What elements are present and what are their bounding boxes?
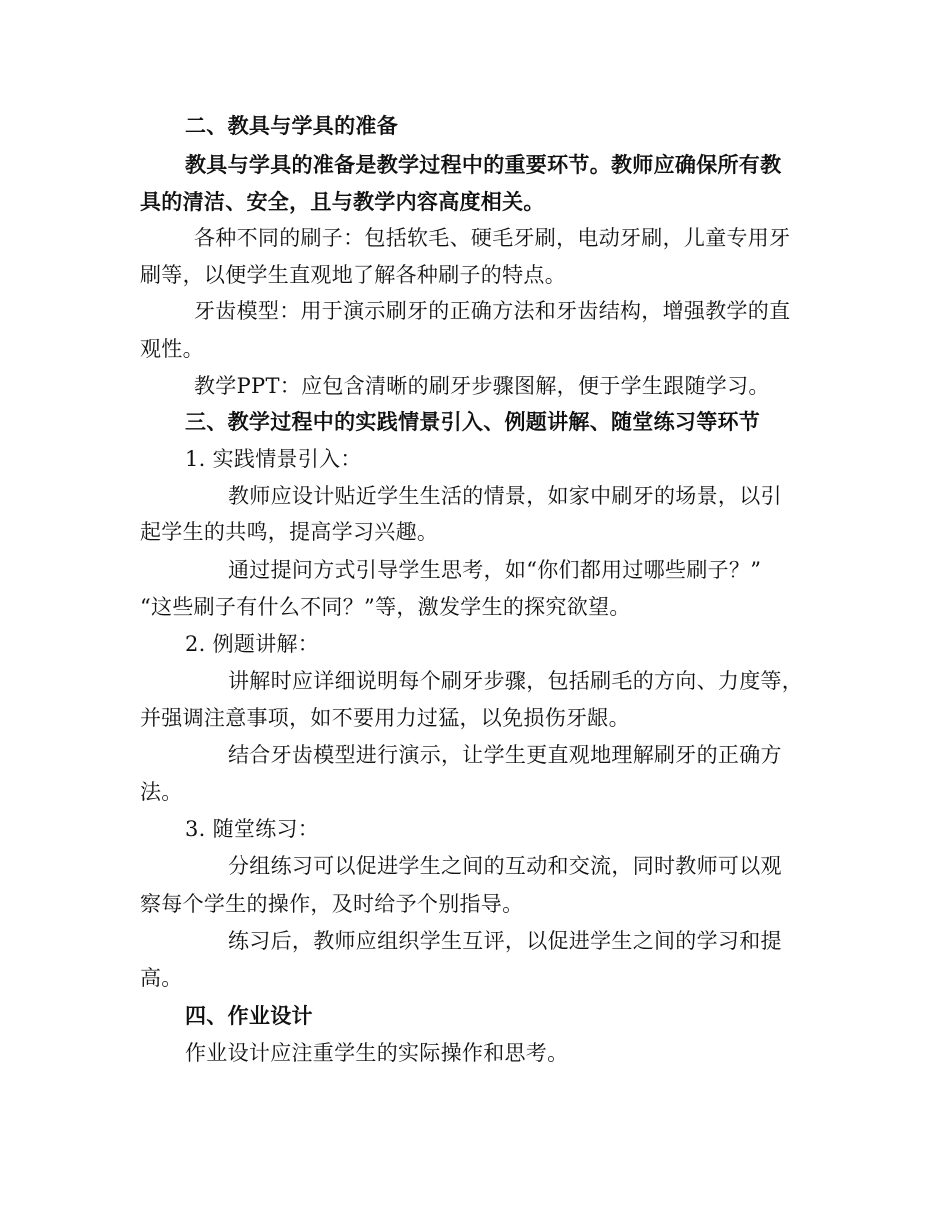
- section-2-intro-line-1: 教具与学具的准备是教学过程中的重要环节。教师应确保所有教: [185, 152, 782, 177]
- item-2-paragraph-2-line-2: 法。: [140, 780, 183, 804]
- tooth-model-paragraph-line-1: 牙齿模型：用于演示刷牙的正确方法和牙齿结构，增强教学的直: [194, 299, 791, 323]
- item-1-paragraph-1-line-1: 教师应设计贴近学生生活的情景，如家中刷牙的场景，以引: [228, 484, 782, 508]
- item-1-paragraph-1-line-2: 起学生的共鸣，提高学习兴趣。: [140, 520, 439, 544]
- item-2-paragraph-1-line-2: 并强调注意事项，如不要用力过猛，以免损伤牙龈。: [140, 706, 630, 730]
- section-2-heading: 二、教具与学具的准备: [185, 113, 398, 138]
- ppt-paragraph: 教学PPT：应包含清晰的刷牙步骤图解，便于学生跟随学习。: [194, 374, 770, 398]
- section-3-heading: 三、教学过程中的实践情景引入、例题讲解、随堂练习等环节: [185, 409, 761, 434]
- item-3-paragraph-2-line-2: 高。: [140, 966, 183, 990]
- section-4-heading: 四、作业设计: [185, 1003, 313, 1028]
- brushes-paragraph-line-2: 刷等，以便学生直观地了解各种刷子的特点。: [140, 263, 566, 287]
- item-3-title: 3. 随堂练习：: [185, 817, 320, 841]
- item-1-title: 1. 实践情景引入：: [185, 447, 362, 471]
- section-2-intro-line-2: 具的清洁、安全，且与教学内容高度相关。: [140, 189, 545, 214]
- item-2-paragraph-2-line-1: 结合牙齿模型进行演示，让学生更直观地理解刷牙的正确方: [228, 743, 782, 767]
- item-3-paragraph-2-line-1: 练习后，教师应组织学生互评，以促进学生之间的学习和提: [228, 929, 782, 953]
- tooth-model-paragraph-line-2: 观性。: [140, 337, 204, 361]
- item-1-paragraph-2-line-2: “这些刷子有什么不同？”等，激发学生的探究欲望。: [140, 595, 631, 619]
- item-2-title: 2. 例题讲解：: [185, 632, 320, 656]
- section-4-body: 作业设计应注重学生的实际操作和思考。: [185, 1041, 569, 1065]
- item-3-paragraph-1-line-1: 分组练习可以促进学生之间的互动和交流，同时教师可以观: [228, 854, 782, 878]
- item-1-paragraph-2-line-1: 通过提问方式引导学生思考，如“你们都用过哪些刷子？”: [228, 558, 762, 582]
- brushes-paragraph-line-1: 各种不同的刷子：包括软毛、硬毛牙刷，电动牙刷，儿童专用牙: [194, 226, 791, 250]
- item-2-paragraph-1-line-1: 讲解时应详细说明每个刷牙步骤，包括刷毛的方向、力度等，: [228, 669, 804, 693]
- item-3-paragraph-1-line-2: 察每个学生的操作，及时给予个别指导。: [140, 892, 524, 916]
